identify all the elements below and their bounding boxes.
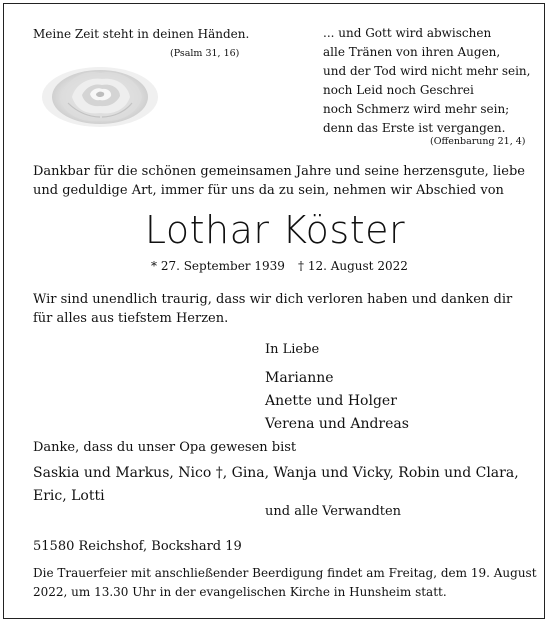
message-line: Wir sind unendlich traurig, dass wir dich verloren haben und danken dir: [33, 292, 513, 307]
intro-line: und geduldige Art, immer für uns da zu sein, nehmen wir Abschied von: [33, 183, 504, 198]
verse-left-text: Meine Zeit steht in deinen Händen.: [33, 27, 250, 41]
intro-text: [33, 162, 525, 200]
deceased-name: Lothar Köster: [144, 208, 406, 252]
verse-right-line: alle Tränen von ihren Augen,: [323, 45, 501, 59]
grandchildren-heading: Danke, dass du unser Opa gewesen bist: [33, 440, 297, 455]
verse-right-reference: (Offenbarung 21, 4): [430, 136, 526, 147]
funeral-line: Die Trauerfeier mit anschließender Beerdigung findet am Freitag, dem 19. August: [33, 566, 537, 580]
funeral-info: [33, 564, 537, 602]
verse-right-line: noch Leid noch Geschrei: [323, 83, 474, 97]
in-liebe-label: In Liebe: [265, 342, 320, 357]
family-member: Verena und Andreas: [265, 416, 409, 432]
rose-icon: [38, 63, 164, 127]
address-text: 51580 Reichshof, Bockshard 19: [33, 539, 242, 554]
family-members: [265, 367, 409, 436]
grandchildren-line: Saskia und Markus, Nico †, Gina, Wanja und Vicky, Robin und Clara,: [33, 465, 519, 481]
rose-image: [38, 63, 164, 127]
death-date: † 12. August 2022: [298, 259, 408, 273]
family-member: Anette und Holger: [265, 393, 397, 409]
verse-right-line: und der Tod wird nicht mehr sein,: [323, 64, 531, 78]
verse-right-line: denn das Erste ist vergangen.: [323, 121, 506, 135]
intro-line: Dankbar für die schönen gemeinsamen Jahre und seine herzensgute, liebe: [33, 164, 525, 179]
verse-left-reference: (Psalm 31, 16): [170, 48, 240, 59]
birth-date: * 27. September 1939: [151, 259, 285, 273]
grandchildren-line: Eric, Lotti: [33, 488, 105, 504]
family-member: Marianne: [265, 370, 334, 386]
message-line: für alles aus tiefstem Herzen.: [33, 311, 229, 326]
funeral-line: 2022, um 13.30 Uhr in der evangelischen Kirche in Hunsheim statt.: [33, 585, 447, 599]
relatives-text: und alle Verwandten: [265, 504, 402, 519]
verse-right: [323, 24, 530, 138]
message-text: [33, 290, 512, 328]
verse-right-line: noch Schmerz wird mehr sein;: [323, 102, 510, 116]
verse-right-line: ... und Gott wird abwischen: [323, 26, 492, 40]
